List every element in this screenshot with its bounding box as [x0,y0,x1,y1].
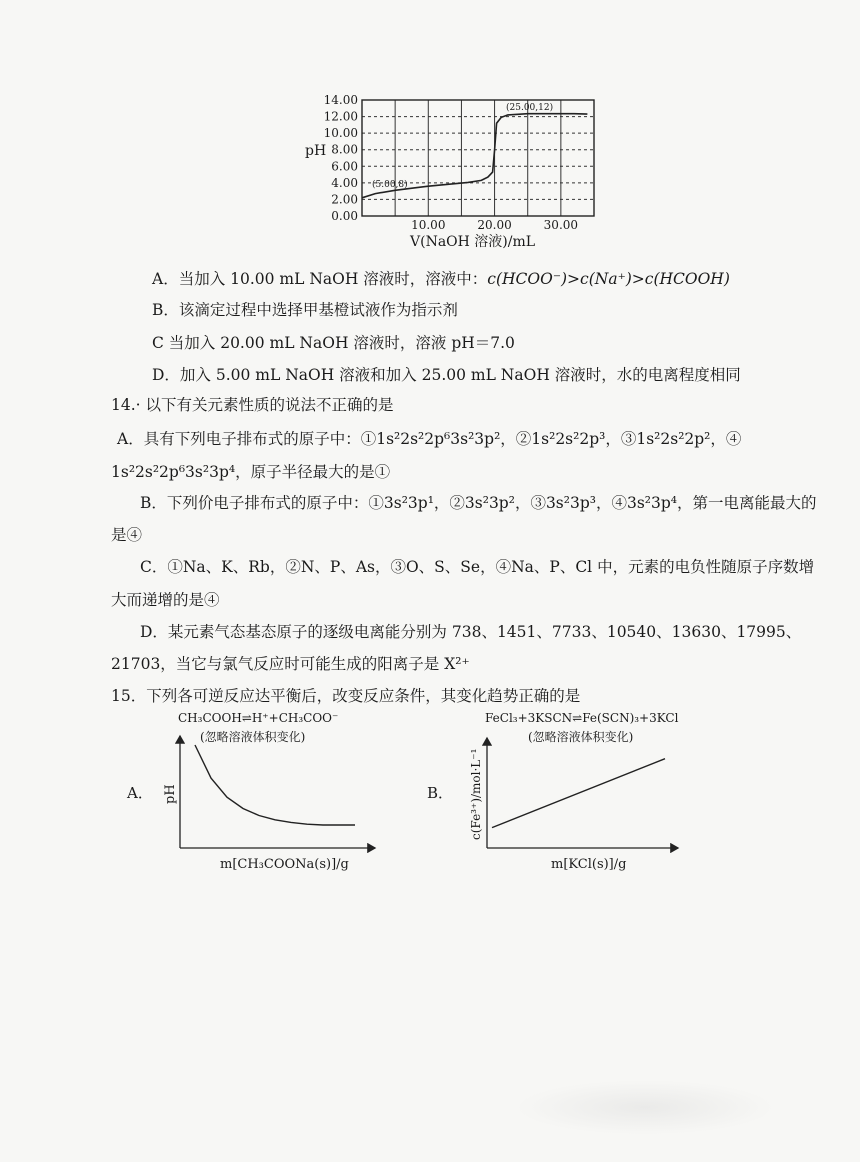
y-tick-label: 10.00 [323,126,358,141]
q14-option-b-line2: 是④ [111,526,143,544]
q14-option-c-line1: C．①Na、K、Rb，②N、P、As，③O、S、Se，④Na、P、Cl 中，元素的电负性随原子序数增 [140,558,815,576]
y-tick-label: 0.00 [331,209,358,223]
y-tick-label: 6.00 [331,159,358,174]
q14-option-b-line1: B．下列价电子排布式的原子中：①3s²3p¹，②3s²3p²，③3s²3p³，④3s²3p⁴，第一电离能最大的 [140,494,817,512]
chart-b-subtitle: (忽略溶液体积变化) [528,730,634,744]
chart-b-x-label: m[KCl(s)]/g [551,857,627,872]
q13-option-c: C 当加入 20.00 mL NaOH 溶液时，溶液 pH＝7.0 [152,334,515,352]
q13-option-b: B．该滴定过程中选择甲基橙试液作为指示剂 [152,301,458,319]
q14-option-a-line2: 1s²2s²2p⁶3s²3p⁴，原子半径最大的是① [111,463,391,481]
q13-option-a-expr: c(HCOO⁻)>c(Na⁺)>c(HCOOH) [487,270,730,288]
titration-chart [0,0,860,260]
annotation-end: (25.00,12) [506,103,554,113]
q14-stem: 14.· 以下有关元素性质的说法不正确的是 [111,396,394,414]
q13-option-a-text: A．当加入 10.00 mL NaOH 溶液时，溶液中： [152,270,488,288]
q13-option-d: D．加入 5.00 mL NaOH 溶液和加入 25.00 mL NaOH 溶液时，水的电离程度相同 [152,366,741,384]
chart-frame [362,100,594,216]
y-tick-label: 14.00 [323,93,358,107]
y-tick-label: 12.00 [323,109,358,124]
x-tick-label: 20.00 [477,218,512,232]
chart-a-title: CH₃COOH⇌H⁺+CH₃COO⁻ [178,711,339,725]
x-axis-label: V(NaOH 溶液)/mL [410,234,536,250]
y-tick-label: 2.00 [331,192,358,207]
chart-b-line [492,759,665,828]
q14-option-d-line1: D．某元素气态基态原子的逐级电离能分别为 738、1451、7733、10540、13630、17995、 [140,623,802,641]
q14-option-a-configs: ①1s²2s²2p⁶3s²3p²，②1s²2s²2p³，③1s²2s²2p²，④ [360,430,742,448]
q14-option-a-line1 [117,429,741,449]
q13-option-a [152,269,730,289]
scan-smudge [515,1080,775,1135]
y-tick-label: 8.00 [331,142,358,157]
q14-option-d-line2: 21703，当它与氯气反应时可能生成的阳离子是 X²⁺ [111,655,470,673]
chart-a-curve [195,745,355,825]
q14-option-a-text: A．具有下列电子排布式的原子中： [117,430,361,448]
x-tick-label: 10.00 [411,218,446,232]
chart-a-x-label: m[CH₃COONa(s)]/g [220,857,349,872]
chart-a-y-label: pH [163,784,178,804]
y-axis-label: pH [305,143,327,159]
chart-b-option-label: B． [427,784,454,802]
chart-b-y-label: c(Fe³⁺)/mol·L⁻¹ [469,748,483,840]
q15-charts [0,700,860,900]
y-tick-label: 4.00 [331,175,358,190]
chart-b-title: FeCl₃+3KSCN⇌Fe(SCN)₃+3KCl [485,711,679,725]
x-tick-label: 30.00 [543,218,579,232]
q15-stem: 15．下列各可逆反应达平衡后，改变反应条件，其变化趋势正确的是 [111,687,581,705]
q14-option-c-line2: 大而递增的是④ [111,591,220,609]
chart-a-subtitle: (忽略溶液体积变化) [200,730,306,744]
chart-a-option-label: A． [127,784,153,802]
annotation-start: (5.00,8) [372,180,408,190]
